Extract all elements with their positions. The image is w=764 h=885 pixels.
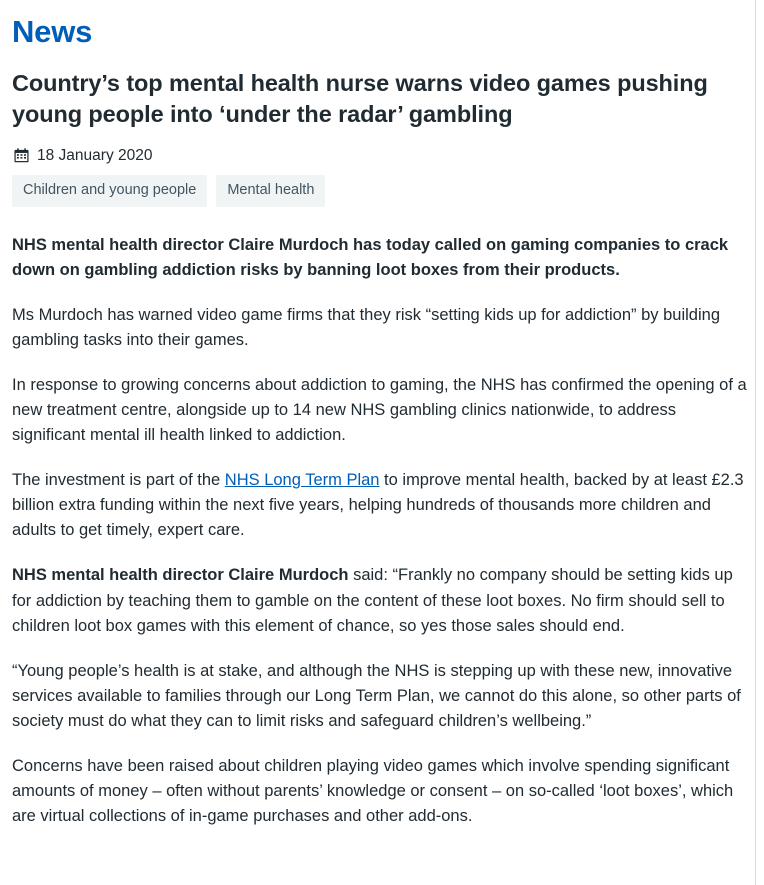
section-label: News xyxy=(12,14,93,49)
paragraph-1: Ms Murdoch has warned video game firms that they risk “setting kids up for addiction” by building gambling tasks into their games. xyxy=(12,305,720,349)
paragraph-3-text-before: The investment is part of the xyxy=(12,471,225,490)
paragraph-6: Concerns have been raised about children playing video games which involve spending significant amounts of money – often without parents’ knowledge or consent – on so-called ‘loot boxes’, which are virtual collections of in-game purchases and other add-ons. xyxy=(12,756,734,826)
article-meta xyxy=(14,148,748,164)
paragraph-4-bold-lead-in: NHS mental health director Claire Murdoch xyxy=(12,566,349,585)
publish-date: 18 January 2020 xyxy=(37,146,153,164)
tag-list xyxy=(12,175,748,207)
tag-mental-health[interactable]: Mental health xyxy=(216,175,325,207)
page-title: Country’s top mental health nurse warns video games pushing young people into ‘under the radar’ gambling xyxy=(12,69,708,127)
paragraph-3-text-after: to improve mental health, backed by at least £2.3 billion extra funding within the next five years, helping hundreds of thousands more children and adults to get timely, expert care. xyxy=(12,471,744,540)
paragraph-lead: NHS mental health director Claire Murdoch has today called on gaming companies to crack down on gambling addiction risks by banning loot boxes from their products. xyxy=(12,235,729,279)
paragraph-2: In response to growing concerns about addiction to gaming, the NHS has confirmed the opening of a new treatment centre, alongside up to 14 new NHS gambling clinics nationwide, to address significant mental ill health linked to addiction. xyxy=(12,375,747,445)
nhs-long-term-plan-link[interactable]: NHS Long Term Plan xyxy=(224,471,380,490)
tag-children-and-young-people[interactable]: Children and young people xyxy=(12,175,207,207)
article-body xyxy=(12,233,748,829)
paragraph-4-text-after: said: “Frankly no company should be setting kids up for addiction by teaching them to gamble on the content of these loot boxes. No firm should sell to children loot box games with this element of chance, so yes those sales should end. xyxy=(12,566,733,635)
paragraph-5: “Young people’s health is at stake, and although the NHS is stepping up with these new, innovative services available to families through our Long Term Plan, we cannot do this alone, so other parts of society must do what they can to limit risks and safeguard children’s wellbeing.” xyxy=(12,661,741,730)
paragraph-4 xyxy=(12,563,747,638)
paragraph-3 xyxy=(12,468,747,543)
calendar-icon xyxy=(14,148,29,163)
